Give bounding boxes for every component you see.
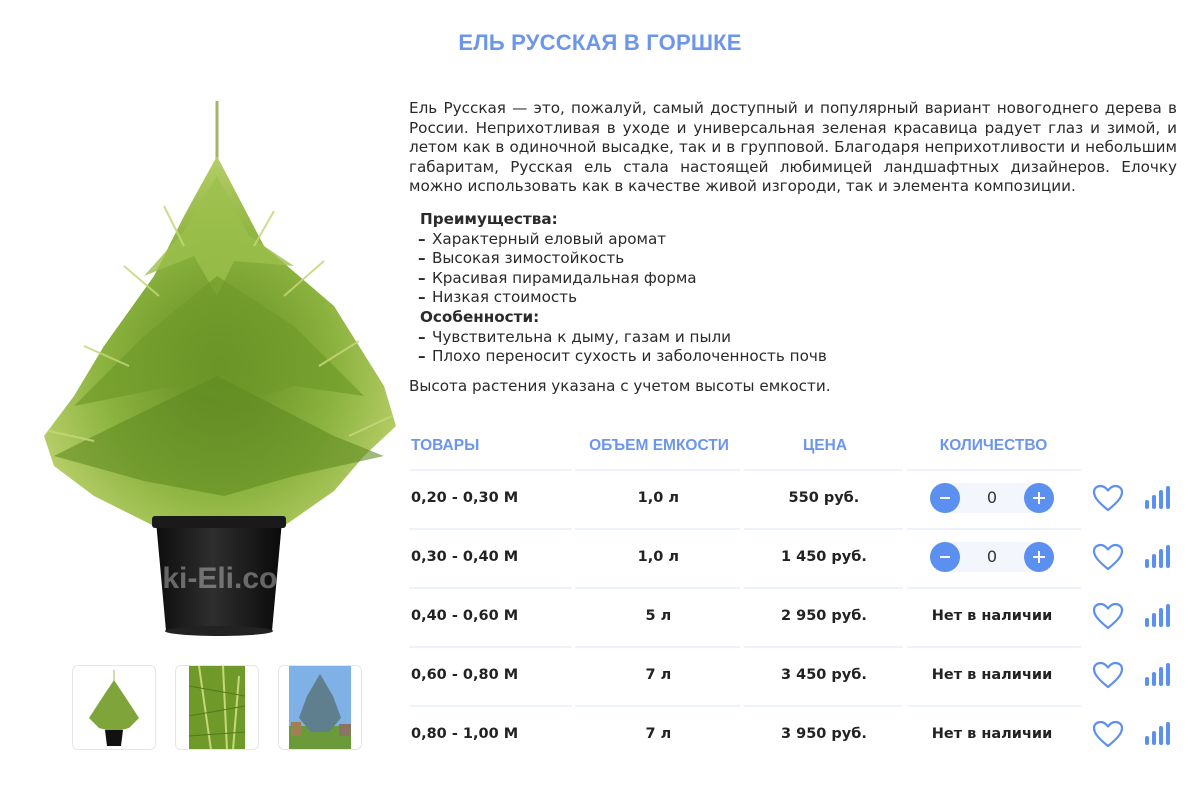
header-volume: ОБЪЕМ ЕМКОСТИ	[589, 437, 729, 454]
favorite-button[interactable]	[1079, 602, 1137, 630]
table-row	[409, 586, 1177, 645]
row-price: 1 450 руб.	[780, 548, 867, 565]
header-product: ТОВАРЫ	[411, 437, 480, 454]
row-quantity-cell	[905, 542, 1080, 572]
advantage-item: – Характерный еловый аромат	[418, 229, 667, 248]
row-volume: 1,0 л	[637, 548, 680, 565]
table-row	[409, 704, 1177, 763]
quantity-input[interactable]: 0	[986, 488, 998, 507]
row-size: 0,20 - 0,30 М	[411, 489, 519, 506]
table-row	[409, 468, 1177, 527]
favorite-button[interactable]	[1079, 543, 1137, 571]
compare-button[interactable]	[1137, 663, 1177, 687]
bar-chart-icon	[1144, 604, 1170, 628]
plus-icon	[1032, 550, 1046, 564]
plus-icon	[1032, 491, 1046, 505]
features-block	[418, 210, 827, 367]
thumbnail-outdoor-tree[interactable]	[278, 665, 362, 750]
row-quantity-cell	[905, 726, 1080, 742]
favorite-button[interactable]	[1079, 720, 1137, 748]
bar-chart-icon	[1144, 663, 1170, 687]
quantity-input[interactable]: 0	[986, 547, 998, 566]
thumbnail-needles[interactable]	[175, 665, 259, 750]
heart-icon	[1092, 543, 1124, 571]
heart-icon	[1092, 484, 1124, 512]
out-of-stock-label: Нет в наличии	[931, 725, 1053, 742]
advantages-heading: Преимущества:	[420, 210, 558, 228]
variants-table	[409, 424, 1177, 763]
row-price: 550 руб.	[788, 489, 860, 506]
quantity-stepper[interactable]	[930, 483, 1054, 513]
row-price: 2 950 руб.	[780, 607, 867, 624]
row-quantity-cell	[905, 667, 1080, 683]
row-price: 3 450 руб.	[780, 666, 867, 683]
row-price: 3 950 руб.	[780, 725, 867, 742]
minus-icon	[939, 551, 951, 563]
compare-button[interactable]	[1137, 486, 1177, 510]
thumbnail-strip	[72, 665, 362, 750]
quantity-stepper[interactable]	[930, 542, 1054, 572]
compare-button[interactable]	[1137, 604, 1177, 628]
compare-button[interactable]	[1137, 545, 1177, 569]
minus-icon	[939, 492, 951, 504]
decrement-button[interactable]	[930, 542, 960, 572]
advantage-item: – Низкая стоимость	[418, 288, 578, 307]
table-header	[409, 424, 1177, 468]
compare-button[interactable]	[1137, 722, 1177, 746]
table-row	[409, 645, 1177, 704]
height-note: Высота растения указана с учетом высоты емкости.	[409, 377, 831, 395]
header-quantity: КОЛИЧЕСТВО	[939, 437, 1048, 454]
heart-icon	[1092, 661, 1124, 689]
row-quantity-cell	[905, 608, 1080, 624]
row-volume: 7 л	[645, 725, 672, 742]
row-quantity-cell	[905, 483, 1080, 513]
bar-chart-icon	[1144, 545, 1170, 569]
watermark: Elki-Eli.com	[133, 562, 305, 595]
table-row	[409, 527, 1177, 586]
out-of-stock-label: Нет в наличии	[931, 607, 1053, 624]
bar-chart-icon	[1144, 486, 1170, 510]
row-size: 0,60 - 0,80 М	[411, 666, 519, 683]
increment-button[interactable]	[1024, 542, 1054, 572]
row-size: 0,30 - 0,40 М	[411, 548, 519, 565]
features-heading: Особенности:	[420, 307, 540, 326]
favorite-button[interactable]	[1079, 484, 1137, 512]
advantage-item: – Высокая зимостойкость	[418, 249, 625, 268]
increment-button[interactable]	[1024, 483, 1054, 513]
thumbnail-potted-tree[interactable]	[72, 665, 156, 750]
page-title: ЕЛЬ РУССКАЯ В ГОРШКЕ	[458, 30, 742, 55]
row-size: 0,80 - 1,00 М	[411, 725, 519, 742]
header-price: ЦЕНА	[802, 437, 848, 454]
row-volume: 5 л	[645, 607, 672, 624]
heart-icon	[1092, 720, 1124, 748]
feature-item: – Плохо переносит сухость и заболоченность почв	[418, 347, 827, 366]
favorite-button[interactable]	[1079, 661, 1137, 689]
row-volume: 7 л	[645, 666, 672, 683]
bar-chart-icon	[1144, 722, 1170, 746]
product-main-image[interactable]	[34, 96, 404, 644]
advantage-item: – Красивая пирамидальная форма	[418, 268, 697, 287]
product-description: Ель Русская — это, пожалуй, самый доступный и популярный вариант новогоднего дерева в России. Неприхотливая в уходе и универсальная зеленая красавица радует глаз и зимой, и летом как в одиночной высадке, так и в групповой. Благодаря неприхотливости и небольшим габаритам, Русская ель стала настоящей любимицей ландшафтных дизайнеров. Елочку можно использовать как в качестве живой изгороди, так и элемента композиции.	[409, 99, 1177, 196]
row-volume: 1,0 л	[637, 489, 680, 506]
out-of-stock-label: Нет в наличии	[931, 666, 1053, 683]
feature-item: – Чувствительна к дыму, газам и пыли	[418, 327, 732, 346]
decrement-button[interactable]	[930, 483, 960, 513]
row-size: 0,40 - 0,60 М	[411, 607, 519, 624]
heart-icon	[1092, 602, 1124, 630]
